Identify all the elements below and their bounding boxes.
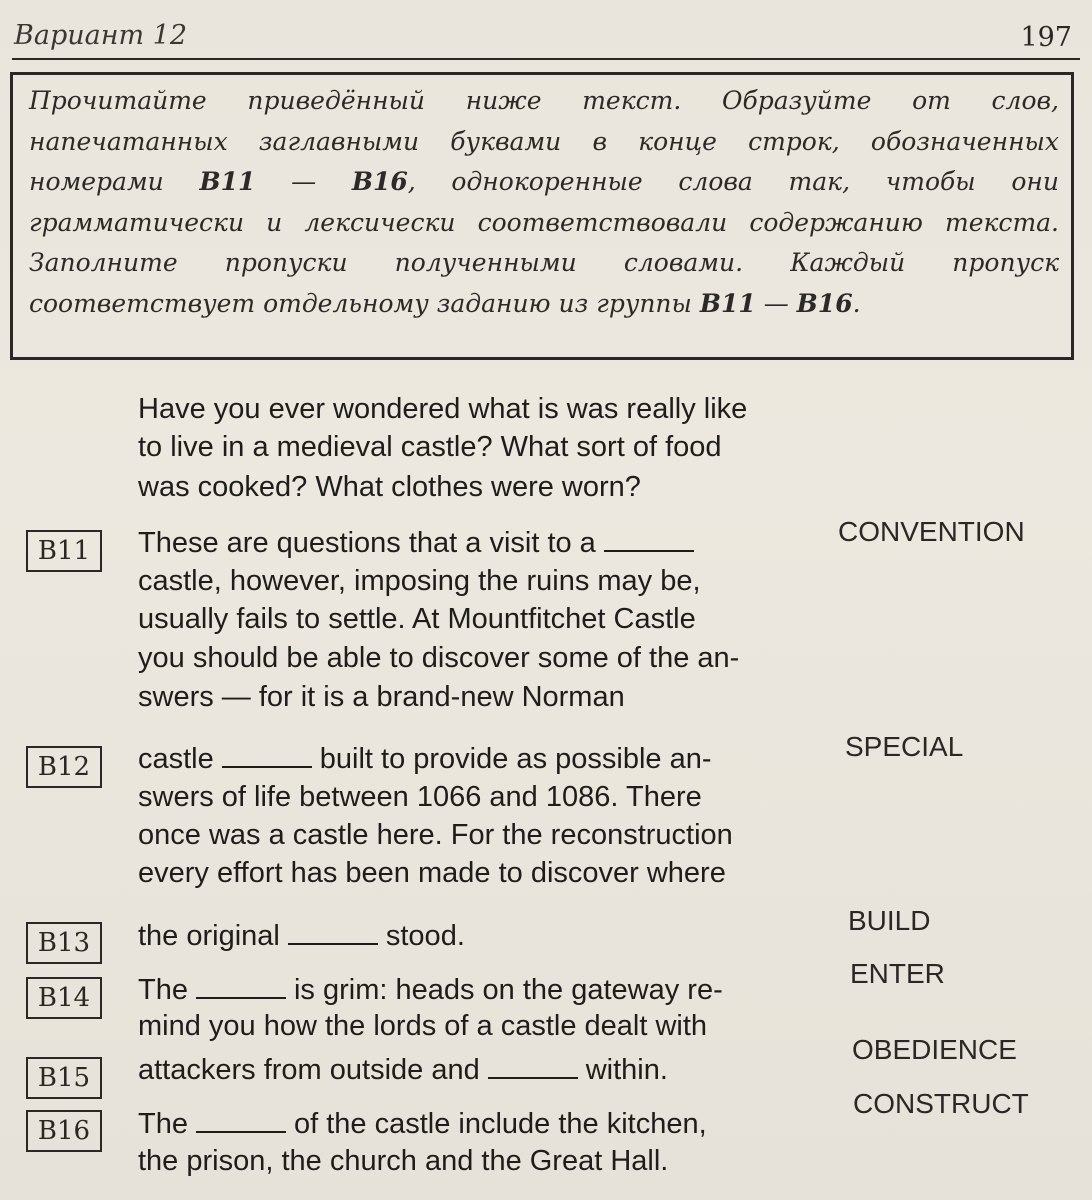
keyword-b12: SPECIAL [845,731,964,762]
instructions-bold-b16: B16 [351,167,408,196]
instructions-bold-b11: B11 [199,167,256,196]
task-label-b13: B13 [26,922,102,964]
gap-b12[interactable] [222,746,312,768]
keyword-b11: CONVENTION [838,516,1025,547]
b15-text-after-gap: within. [585,1054,668,1086]
instructions-text [29,81,1059,324]
b14-text-after-gap: is grim: heads on the gateway re- [293,974,723,1006]
b11-text-before-gap: These are questions that a visit to a [138,527,596,559]
b12-line-4: every effort has been made to discover where [138,857,726,889]
instructions-dash: — [255,167,352,196]
gap-b13[interactable] [288,923,378,945]
instructions-end: . [852,288,861,318]
b12-line-2: swers of life between 1066 and 1086. There [138,781,702,813]
instructions-bold-b16-second: B16 [796,288,853,318]
b14-line-2: mind you how the lords of a castle dealt with [138,1010,708,1042]
intro-line-3: was cooked? What clothes were worn? [138,471,641,503]
b16-line-2: the prison, the church and the Great Hall. [138,1145,669,1177]
task-label-b11: B11 [26,530,102,572]
b11-line-5: swers — for it is a brand-new Norman [138,681,625,713]
task-label-b16: B16 [26,1110,102,1152]
b12-text-before-gap: castle [138,743,214,775]
b13-text-before-gap: the original [138,920,280,952]
b15-line [138,1054,668,1087]
b12-text-after-gap: built to provide as possible an- [319,743,712,775]
keyword-b16: CONSTRUCT [853,1088,1029,1119]
instructions-box [10,72,1074,360]
instructions-part1: Прочитайте приведённый ниже текст. Образуйте от слов, напечатанных заглавными буквами в конце строк, обозначенных номерами [29,86,1059,196]
gap-b15[interactable] [488,1057,578,1079]
b14-text-before-gap: The [138,974,188,1006]
b12-line-3: once was a castle here. For the reconstruction [138,819,733,851]
intro-line-1: Have you ever wondered what is was really like [138,393,748,425]
task-label-b14: B14 [26,977,102,1019]
b14-line-1 [138,974,723,1007]
page-number: 197 [1020,22,1072,53]
intro-line-2: to live in a medieval castle? What sort of food [138,431,722,463]
page-header [12,18,1080,60]
b11-line-2: castle, however, imposing the ruins may be, [138,565,701,597]
instructions-dash-second: — [755,288,797,318]
b13-line [138,920,465,953]
b16-text-before-gap: The [138,1108,188,1140]
gap-b16[interactable] [196,1111,286,1133]
variant-title: Вариант 12 [14,20,188,51]
b15-text-before-gap: attackers from outside and [138,1054,480,1086]
gap-b11[interactable] [604,530,694,552]
instructions-bold-b11-second: B11 [699,288,756,318]
b11-line-3: usually fails to settle. At Mountfitchet Castle [138,603,696,635]
b11-line-4: you should be able to discover some of the an- [138,642,740,674]
gap-b14[interactable] [196,977,286,999]
keyword-b14: ENTER [850,958,945,989]
task-label-b12: B12 [26,746,102,788]
b13-text-after-gap: stood. [385,920,465,952]
b11-line-1 [138,527,702,560]
b12-line-1 [138,743,712,776]
b16-text-after-gap: of the castle include the kitchen, [293,1108,707,1140]
b16-line-1 [138,1108,707,1141]
instructions-part2: , однокоренные слова так, чтобы они грамматически и лексически соответствовали содержанию текста. Заполните пропуски полученными словами. Каждый пропуск соответствует отдельному заданию из группы [29,167,1059,318]
task-label-b15: B15 [26,1057,102,1099]
keyword-b13: BUILD [848,905,931,936]
keyword-b15: OBEDIENCE [852,1034,1017,1065]
